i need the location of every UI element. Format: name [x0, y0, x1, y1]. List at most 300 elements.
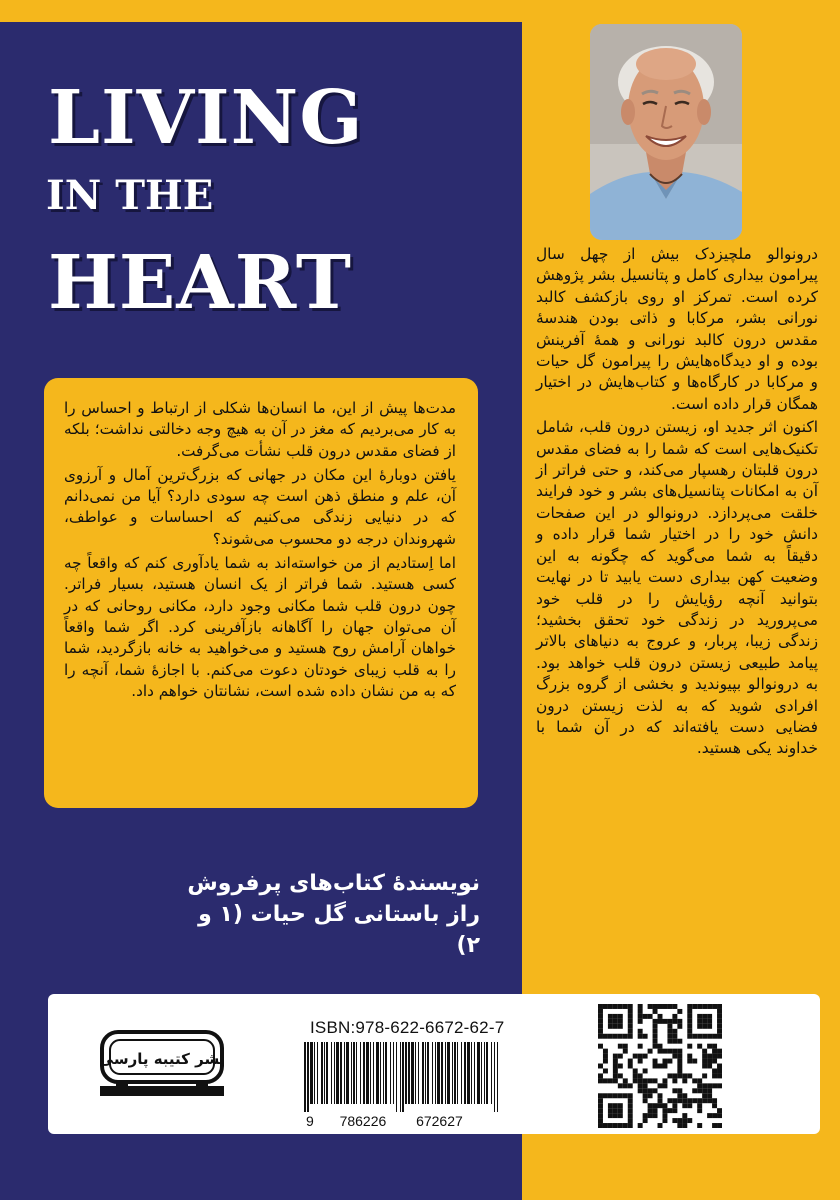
- barcode-bar: [393, 1042, 394, 1104]
- qr-module: [648, 1108, 653, 1113]
- qr-module: [638, 1083, 643, 1088]
- qr-module: [628, 1034, 633, 1039]
- qr-module: [702, 1093, 707, 1098]
- qr-module: [712, 1083, 717, 1088]
- qr-module: [667, 1049, 672, 1054]
- qr-module: [687, 1019, 692, 1024]
- barcode-bar: [346, 1042, 349, 1104]
- qr-module: [613, 1059, 618, 1064]
- qr-module: [702, 1064, 707, 1069]
- qr-module: [672, 1004, 677, 1009]
- qr-module: [697, 1034, 702, 1039]
- qr-module: [613, 1014, 618, 1019]
- qr-module: [672, 1034, 677, 1039]
- qr-module: [628, 1004, 633, 1009]
- qr-module: [658, 1093, 663, 1098]
- qr-module: [628, 1059, 633, 1064]
- qr-module: [687, 1004, 692, 1009]
- qr-module: [613, 1073, 618, 1078]
- qr-module: [702, 1049, 707, 1054]
- qr-module: [608, 1034, 613, 1039]
- qr-module: [697, 1024, 702, 1029]
- qr-module: [667, 1024, 672, 1029]
- qr-module: [618, 1064, 623, 1069]
- qr-module: [643, 1098, 648, 1103]
- qr-module: [682, 1098, 687, 1103]
- qr-module: [702, 1024, 707, 1029]
- qr-module: [717, 1009, 722, 1014]
- qr-module: [712, 1034, 717, 1039]
- blurb-paragraph-3: اما اِستادیم از من خواسته‌اند به شما یادآوری کنم که واقعاً چه کسی هستید. شما فراتر از یک انسان هستید، بسیار فراتر. چون درون قلب شما مکانی وجود دارد، مکانی روحانی که در آن می‌توان جهان را آگاهانه بازآفرینی کرد. اگر شما واقعاً خواهان آرامش روح هستید و می‌خواهید به خانه بازگردید، شما را به قلب زیبای خودتان دعوت می‌کنم. با اجازهٔ شما، آنچه را که به من نشان داده شده است، نشانتان خواهم داد.: [64, 554, 456, 700]
- qr-module: [603, 1049, 608, 1054]
- qr-module: [692, 1078, 697, 1083]
- qr-module: [662, 1049, 667, 1054]
- qr-module: [648, 1088, 653, 1093]
- qr-module: [682, 1093, 687, 1098]
- barcode-bar: [360, 1042, 361, 1104]
- barcode-bar: [376, 1042, 379, 1104]
- qr-module: [677, 1123, 682, 1128]
- qr-module: [677, 1118, 682, 1123]
- qr-module: [677, 1098, 682, 1103]
- qr-module: [618, 1044, 623, 1049]
- qr-module: [603, 1034, 608, 1039]
- barcode-bar: [422, 1042, 424, 1104]
- qr-module: [662, 1078, 667, 1083]
- qr-module: [603, 1054, 608, 1059]
- qr-module: [667, 1034, 672, 1039]
- qr-module: [653, 1078, 658, 1083]
- qr-module: [677, 1054, 682, 1059]
- qr-module: [707, 1019, 712, 1024]
- qr-module: [658, 1098, 663, 1103]
- barcode-bar: [447, 1042, 450, 1104]
- barcode-bar: [310, 1042, 313, 1104]
- qr-module: [702, 1014, 707, 1019]
- qr-module: [653, 1088, 658, 1093]
- qr-module: [717, 1054, 722, 1059]
- qr-module: [667, 1108, 672, 1113]
- qr-module: [608, 1113, 613, 1118]
- barcode-digits: [306, 1113, 463, 1129]
- barcode-bar: [334, 1042, 335, 1104]
- barcode-bar: [307, 1042, 309, 1112]
- qr-module: [638, 1078, 643, 1083]
- barcode-bar: [370, 1042, 371, 1104]
- qr-module: [643, 1088, 648, 1093]
- qr-module: [677, 1093, 682, 1098]
- qr-module: [658, 1064, 663, 1069]
- barcode-bar: [396, 1042, 397, 1112]
- qr-module: [662, 1059, 667, 1064]
- qr-module: [692, 1034, 697, 1039]
- qr-module: [613, 1108, 618, 1113]
- qr-module: [662, 1064, 667, 1069]
- qr-module: [692, 1004, 697, 1009]
- qr-module: [707, 1113, 712, 1118]
- title-line-1: LIVING: [48, 75, 364, 161]
- qr-module: [598, 1019, 603, 1024]
- qr-module: [638, 1014, 643, 1019]
- author-credit: [180, 868, 480, 961]
- qr-module: [648, 1103, 653, 1108]
- qr-module: [638, 1019, 643, 1024]
- qr-module: [707, 1024, 712, 1029]
- qr-module: [677, 1024, 682, 1029]
- qr-module: [653, 1064, 658, 1069]
- qr-module: [598, 1029, 603, 1034]
- qr-module: [707, 1004, 712, 1009]
- qr-module: [687, 1073, 692, 1078]
- qr-module: [667, 1004, 672, 1009]
- qr-module: [717, 1083, 722, 1088]
- qr-module: [598, 1123, 603, 1128]
- qr-module: [623, 1123, 628, 1128]
- qr-module: [638, 1073, 643, 1078]
- qr-module: [603, 1093, 608, 1098]
- qr-module: [643, 1068, 648, 1073]
- barcode-bar: [363, 1042, 365, 1104]
- qr-module: [633, 1078, 638, 1083]
- qr-module: [653, 1024, 658, 1029]
- qr-module: [702, 1073, 707, 1078]
- qr-module: [667, 1059, 672, 1064]
- qr-module: [628, 1123, 633, 1128]
- barcode-bar: [314, 1042, 315, 1104]
- qr-module: [618, 1073, 623, 1078]
- qr-module: [613, 1019, 618, 1024]
- qr-module: [707, 1083, 712, 1088]
- qr-module: [717, 1068, 722, 1073]
- barcode-bar: [437, 1042, 440, 1104]
- qr-module: [702, 1054, 707, 1059]
- qr-module: [717, 1064, 722, 1069]
- qr-module: [682, 1113, 687, 1118]
- qr-module: [717, 1049, 722, 1054]
- qr-module: [618, 1014, 623, 1019]
- qr-module: [658, 1083, 663, 1088]
- qr-module: [677, 1064, 682, 1069]
- qr-module: [643, 1034, 648, 1039]
- barcode-bar: [454, 1042, 456, 1104]
- qr-module: [623, 1083, 628, 1088]
- qr-module: [672, 1088, 677, 1093]
- qr-module: [717, 1014, 722, 1019]
- qr-module: [618, 1004, 623, 1009]
- qr-module: [662, 1019, 667, 1024]
- qr-module: [598, 1024, 603, 1029]
- barcode-bar: [321, 1042, 323, 1104]
- qr-module: [687, 1118, 692, 1123]
- qr-module: [648, 1113, 653, 1118]
- qr-module: [687, 1024, 692, 1029]
- qr-module: [717, 1073, 722, 1078]
- qr-module: [613, 1068, 618, 1073]
- qr-module: [712, 1004, 717, 1009]
- isbn-label: ISBN:978-622-6672-62-7: [310, 1018, 505, 1037]
- qr-module: [712, 1073, 717, 1078]
- qr-module: [638, 1088, 643, 1093]
- qr-module: [608, 1004, 613, 1009]
- qr-module: [717, 1108, 722, 1113]
- qr-module: [672, 1078, 677, 1083]
- barcode-bar: [411, 1042, 414, 1104]
- qr-module: [677, 1019, 682, 1024]
- qr-module: [687, 1044, 692, 1049]
- qr-module: [613, 1024, 618, 1029]
- qr-module: [712, 1068, 717, 1073]
- barcode-bar: [344, 1042, 345, 1104]
- barcode-bar: [351, 1042, 352, 1104]
- barcode-bar: [408, 1042, 410, 1104]
- barcode-bar: [324, 1042, 325, 1104]
- qr-module: [682, 1073, 687, 1078]
- qr-module: [618, 1054, 623, 1059]
- qr-module: [598, 1093, 603, 1098]
- qr-module: [672, 1054, 677, 1059]
- qr-module: [697, 1044, 702, 1049]
- qr-module: [677, 1049, 682, 1054]
- credit-line-2: راز باستانی گل حیات (۱ و ۲): [198, 902, 480, 958]
- qr-module: [608, 1078, 613, 1083]
- qr-module: [653, 1113, 658, 1118]
- qr-module: [608, 1019, 613, 1024]
- barcode-bar: [427, 1042, 429, 1104]
- author-portrait-illustration: [590, 24, 742, 240]
- qr-module: [603, 1068, 608, 1073]
- barcode-bar: [402, 1042, 404, 1112]
- qr-module: [687, 1029, 692, 1034]
- qr-module: [613, 1054, 618, 1059]
- qr-module: [618, 1103, 623, 1108]
- qr-module: [662, 1083, 667, 1088]
- qr-module: [667, 1029, 672, 1034]
- qr-module: [697, 1108, 702, 1113]
- qr-module: [717, 1019, 722, 1024]
- qr-module: [672, 1039, 677, 1044]
- qr-module: [697, 1004, 702, 1009]
- qr-module: [697, 1088, 702, 1093]
- qr-module: [707, 1098, 712, 1103]
- qr-module: [667, 1019, 672, 1024]
- qr-module: [672, 1014, 677, 1019]
- qr-module: [667, 1073, 672, 1078]
- barcode-bar: [340, 1042, 342, 1104]
- qr-module: [653, 1009, 658, 1014]
- barcode-bar: [467, 1042, 470, 1104]
- barcode-bar: [445, 1042, 446, 1104]
- qr-module: [638, 1029, 643, 1034]
- qr-module: [697, 1123, 702, 1128]
- barcode-bar: [471, 1042, 472, 1104]
- qr-module: [608, 1123, 613, 1128]
- qr-module: [667, 1098, 672, 1103]
- qr-module: [653, 1108, 658, 1113]
- qr-module: [648, 1049, 653, 1054]
- qr-module: [712, 1098, 717, 1103]
- qr-module: [662, 1113, 667, 1118]
- credit-line-1: نویسندهٔ کتاب‌های پرفروش: [187, 871, 480, 896]
- qr-module: [692, 1088, 697, 1093]
- title-line-2: IN THE: [46, 172, 214, 219]
- qr-module: [707, 1093, 712, 1098]
- qr-module: [687, 1103, 692, 1108]
- qr-module: [598, 1009, 603, 1014]
- barcode-bar: [336, 1042, 339, 1104]
- qr-module: [628, 1083, 633, 1088]
- qr-module: [677, 1073, 682, 1078]
- qr-module: [628, 1019, 633, 1024]
- barcode-bar: [491, 1042, 492, 1104]
- author-photo: [590, 24, 742, 240]
- qr-module: [618, 1093, 623, 1098]
- qr-module: [638, 1054, 643, 1059]
- qr-module: [712, 1049, 717, 1054]
- barcode-bar: [484, 1042, 485, 1104]
- qr-module: [613, 1093, 618, 1098]
- qr-module: [653, 1019, 658, 1024]
- qr-module: [608, 1024, 613, 1029]
- publisher-logo-mark: [100, 1024, 224, 1100]
- qr-module: [707, 1088, 712, 1093]
- qr-module: [677, 1009, 682, 1014]
- qr-module: [672, 1098, 677, 1103]
- barcode-bar: [400, 1042, 401, 1112]
- qr-module: [623, 1034, 628, 1039]
- isbn-barcode: [300, 1042, 506, 1114]
- qr-module: [648, 1004, 653, 1009]
- qr-module: [712, 1054, 717, 1059]
- qr-module: [623, 1093, 628, 1098]
- qr-module: [682, 1123, 687, 1128]
- qr-module: [608, 1014, 613, 1019]
- qr-module: [687, 1098, 692, 1103]
- publisher-name: نشر کتیبه پارسی: [100, 1050, 224, 1068]
- qr-module: [702, 1088, 707, 1093]
- qr-module: [687, 1014, 692, 1019]
- blurb-paragraph-2: یافتن دوبارهٔ این مکان در جهانی که بزرگ‌ترین آمال و آرزوی آن، علم و منطق ذهن است چه سودی دارد؟ آیا من نمی‌دانم که در دنیایی زندگی می‌کنیم که احساسات و عواطف، شهروندان درجه دو محسوب می‌شوند؟: [64, 465, 456, 548]
- qr-module: [653, 1029, 658, 1034]
- qr-module: [653, 1044, 658, 1049]
- barcode-bar: [497, 1042, 498, 1112]
- qr-module: [712, 1103, 717, 1108]
- qr-module: [628, 1098, 633, 1103]
- qr-module: [643, 1113, 648, 1118]
- barcode-bar: [317, 1042, 318, 1104]
- qr-module: [702, 1083, 707, 1088]
- qr-module: [697, 1014, 702, 1019]
- qr-module: [672, 1019, 677, 1024]
- qr-module: [672, 1029, 677, 1034]
- publisher-logo: [100, 1024, 224, 1104]
- qr-module: [618, 1019, 623, 1024]
- qr-module: [712, 1044, 717, 1049]
- barcode-bar: [452, 1042, 453, 1104]
- qr-module: [608, 1103, 613, 1108]
- qr-module: [692, 1059, 697, 1064]
- barcode-bar: [464, 1042, 466, 1104]
- qr-module: [697, 1103, 702, 1108]
- qr-module: [618, 1024, 623, 1029]
- qr-module: [638, 1123, 643, 1128]
- barcode-bar: [477, 1042, 480, 1104]
- qr-module: [618, 1034, 623, 1039]
- qr-module: [628, 1014, 633, 1019]
- qr-module: [658, 1049, 663, 1054]
- barcode-bar: [457, 1042, 458, 1104]
- barcode-bar: [418, 1042, 419, 1104]
- qr-module: [603, 1123, 608, 1128]
- qr-module: [598, 1073, 603, 1078]
- qr-module: [707, 1014, 712, 1019]
- qr-module: [697, 1078, 702, 1083]
- barcode-bar: [481, 1042, 482, 1104]
- qr-module: [598, 1078, 603, 1083]
- barcode-bar: [405, 1042, 407, 1104]
- barcode-bar: [486, 1042, 488, 1104]
- qr-module: [633, 1068, 638, 1073]
- barcode-bar: [415, 1042, 416, 1104]
- barcode-bar: [356, 1042, 357, 1104]
- qr-module: [667, 1039, 672, 1044]
- qr-module: [628, 1108, 633, 1113]
- qr-module: [677, 1059, 682, 1064]
- qr-module: [613, 1034, 618, 1039]
- qr-module: [608, 1093, 613, 1098]
- qr-module: [628, 1093, 633, 1098]
- qr-module: [598, 1103, 603, 1108]
- qr-module: [643, 1083, 648, 1088]
- qr-module: [598, 1113, 603, 1118]
- qr-module: [672, 1103, 677, 1108]
- qr-module: [628, 1118, 633, 1123]
- qr-module: [697, 1098, 702, 1103]
- qr-module: [653, 1004, 658, 1009]
- barcode-bar: [432, 1042, 433, 1104]
- barcode-bar: [326, 1042, 328, 1104]
- qr-module: [638, 1009, 643, 1014]
- qr-module: [692, 1098, 697, 1103]
- qr-module: [613, 1004, 618, 1009]
- qr-module: [643, 1054, 648, 1059]
- qr-module: [687, 1009, 692, 1014]
- qr-module: [717, 1029, 722, 1034]
- qr-module: [697, 1083, 702, 1088]
- qr-module: [672, 1118, 677, 1123]
- qr-module: [677, 1088, 682, 1093]
- qr-module: [662, 1108, 667, 1113]
- barcode-digits-group-1: 786226: [339, 1113, 387, 1129]
- qr-module: [672, 1073, 677, 1078]
- qr-module: [628, 1009, 633, 1014]
- qr-module: [603, 1078, 608, 1083]
- qr-module: [598, 1064, 603, 1069]
- qr-module: [653, 1034, 658, 1039]
- qr-module: [628, 1113, 633, 1118]
- qr-module: [707, 1054, 712, 1059]
- barcode-bar: [383, 1042, 384, 1104]
- qr-module: [658, 1019, 663, 1024]
- barcode-bar: [380, 1042, 381, 1104]
- qr-module: [638, 1059, 643, 1064]
- qr-module: [687, 1034, 692, 1039]
- qr-module: [618, 1108, 623, 1113]
- qr-module: [717, 1034, 722, 1039]
- qr-module: [613, 1103, 618, 1108]
- barcode-bar: [385, 1042, 387, 1104]
- qr-module: [638, 1004, 643, 1009]
- qr-module: [717, 1004, 722, 1009]
